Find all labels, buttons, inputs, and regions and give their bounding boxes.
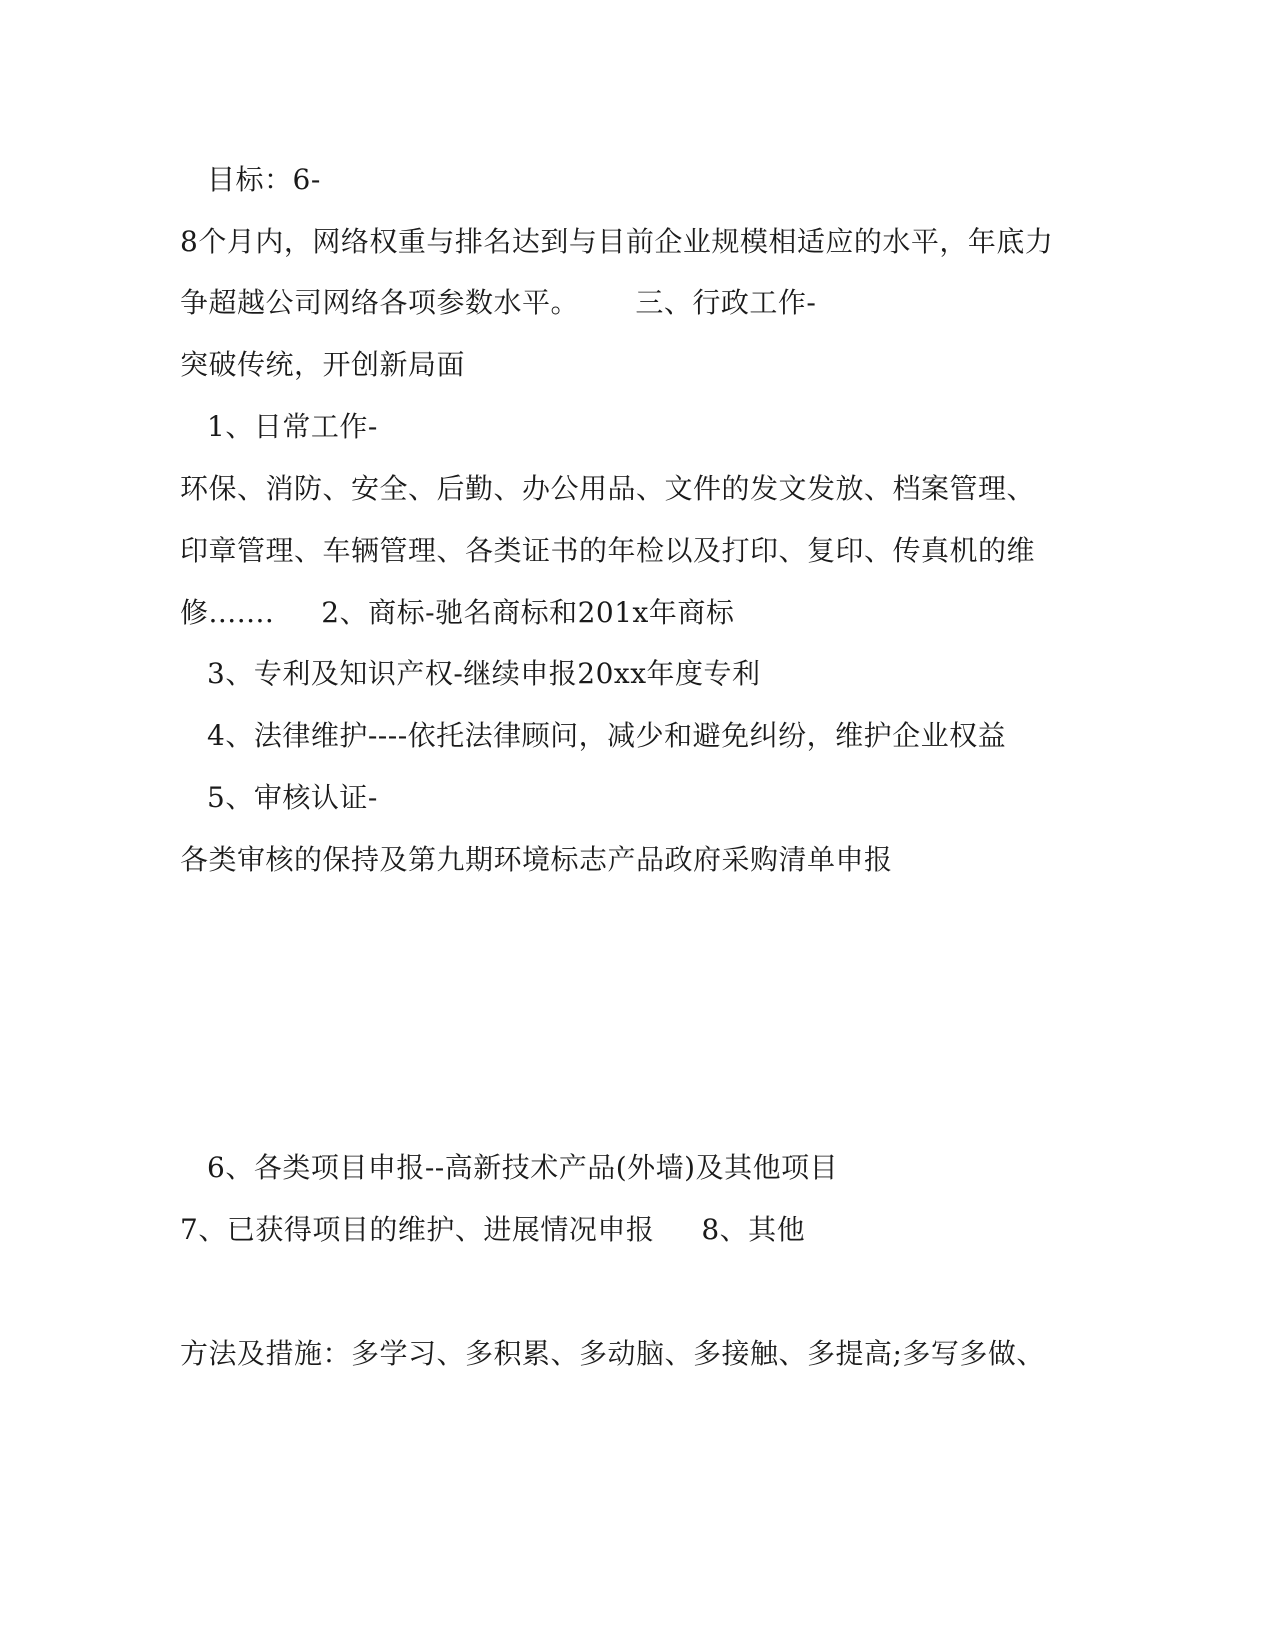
text-line-item-5-detail: 各类审核的保持及第九期环境标志产品政府采购清单申报 — [180, 843, 893, 876]
text-line-item-1-detail: 环保、消防、安全、后勤、办公用品、文件的发文发放、档案管理、 — [180, 472, 1036, 505]
text-line-admin-subtitle: 突破传统，开创新局面 — [180, 348, 466, 381]
text-line-item-1: 1、日常工作- — [207, 410, 378, 443]
text-line-item-5: 5、审核认证- — [207, 781, 378, 814]
text-line-item-3: 3、专利及知识产权-继续申报20xx年度专利 — [207, 657, 761, 690]
text-line-item-4: 4、法律维护----依托法律顾问，减少和避免纠纷，维护企业权益 — [207, 719, 1007, 752]
text-line-goal-detail-2: 争超越公司网络各项参数水平。 三、行政工作- — [180, 286, 817, 319]
text-line-methods: 方法及措施：多学习、多积累、多动脑、多接触、多提高;多写多做、 — [180, 1337, 1045, 1370]
text-line-item-6: 6、各类项目申报--高新技术产品(外墙)及其他项目 — [207, 1151, 839, 1184]
text-line-goal-detail: 8个月内，网络权重与排名达到与目前企业规模相适应的水平，年底力 — [180, 225, 1054, 258]
text-line-item-2: 修....... 2、商标-驰名商标和201x年商标 — [180, 596, 735, 629]
text-line-item-1-detail-2: 印章管理、车辆管理、各类证书的年检以及打印、复印、传真机的维 — [180, 534, 1036, 567]
text-line-item-7-8: 7、已获得项目的维护、进展情况申报 8、其他 — [180, 1213, 806, 1246]
text-line-goal: 目标：6- — [207, 163, 321, 196]
